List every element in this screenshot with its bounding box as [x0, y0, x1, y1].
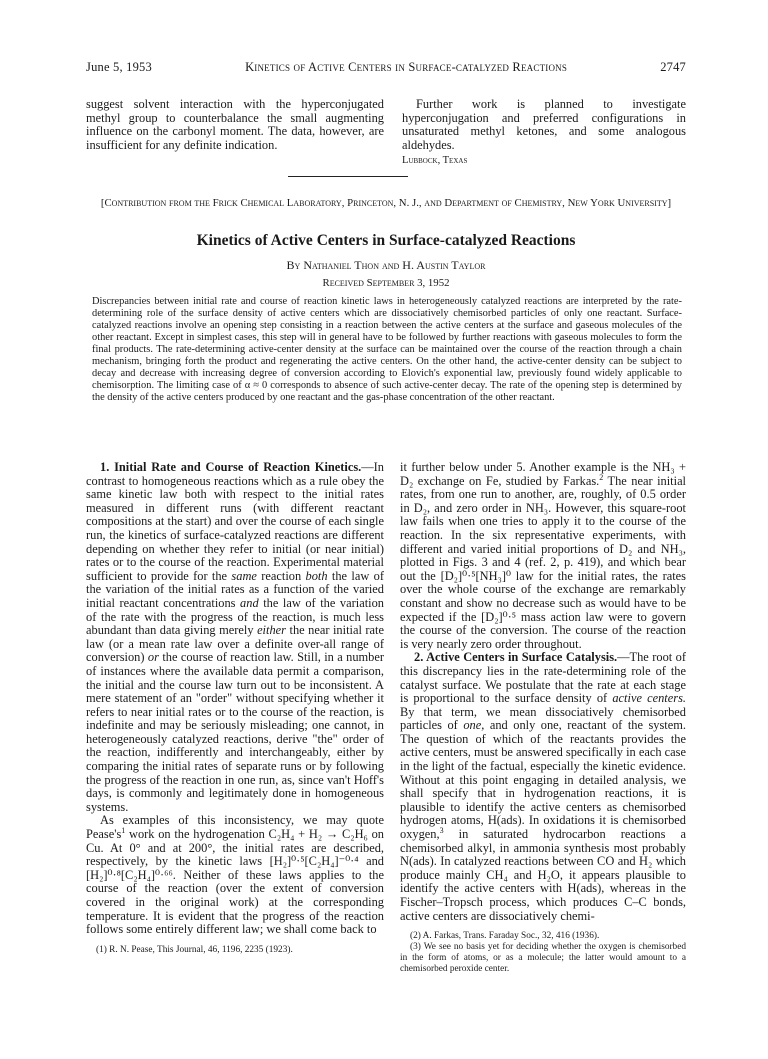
text-run: By that term, we mean dissociatively chemisorbed particles of: [400, 704, 686, 733]
footnote-2: (2) A. Farkas, Trans. Faraday Soc., 32, 416 (1936).: [410, 931, 600, 942]
body-right-column: [400, 461, 686, 975]
section-2-heading: 2. Active Centers in Surface Catalysis.: [414, 650, 618, 665]
emphasis: and: [240, 595, 259, 610]
body-left-column: [86, 461, 384, 956]
emphasis: active centers.: [612, 691, 686, 706]
text-run: —The root of this discrepancy lies in the rate-determining role of the catalyst surface. We postulate that the rate at each stage is proportional to the surface density of: [400, 650, 686, 706]
text-run: the near initial rate law (or a mean rate law over a definite over-all range of conversion): [86, 623, 384, 665]
emphasis: or: [147, 650, 159, 665]
header-page-number: 2747: [660, 60, 686, 74]
text-run: and only one, reactant of the system. The question of which of the reactants provides the active centers, must be answered specifically in each case in the light of the factual, especially the kinetic evidence. Without at this point engaging in detailed analysis, we shall specify that in hydrogenation reactions, it is plausible to identify the active centers as chemisorbed hydrogen atoms, H(ads). In oxidations it is chemisorbed oxygen,: [400, 718, 686, 842]
section-1-paragraph-1: [86, 461, 384, 814]
text-run: in saturated hydrocarbon reactions a chemisorbed alkyl, in ammonia synthesis most probably N(ads). In catalyzed reactions between CO and H₂ which produce mainly CH₄ and H₂O, it appears plausible to identify the active centers with H(ads), whereas in the Fischer–Tropsch process, which produces C–C bonds, active centers are dissociatively chemi-: [400, 827, 686, 923]
emphasis: either: [257, 623, 286, 638]
header-running-title: Kinetics of Active Centers in Surface-catalyzed Reactions: [245, 60, 568, 74]
section-1-heading: 1. Initial Rate and Course of Reaction Kinetics.: [100, 460, 362, 474]
emphasis: one,: [463, 718, 485, 733]
text-run: the law of the variation of the rate with the progress of the reaction, is much less abundant than data giving merely: [86, 595, 384, 638]
previous-article-left-column: [86, 98, 384, 152]
footnote-text: (1) R. N. Pease, This Journal, 46, 1196, 2235 (1923).: [96, 944, 293, 955]
footnote-ref: 2: [599, 472, 604, 482]
article-title: Kinetics of Active Centers in Surface-catalyzed Reactions: [196, 232, 576, 249]
previous-article-right-column: [402, 98, 686, 168]
affiliation: [Contribution from the Frick Chemical Laboratory, Princeton, N. J., and Department of Chemistry, New York University]: [100, 197, 672, 209]
header-date: June 5, 1953: [86, 60, 152, 74]
footnote-3: (3) We see no basis yet for deciding whether the oxygen is chemisorbed in the form of atoms, or as a molecule; the latter would amount to a chemisorbed peroxide center.: [400, 942, 686, 975]
article-authors: By Nathaniel Thon and H. Austin Taylor: [286, 258, 486, 272]
article-divider: [288, 176, 408, 177]
text-run: the course of reaction law. Still, in a number of instances where the available data permit a comparison, the initial and the course law turn out to be inconsistent. A mere statement of an "order" without specifying whether it refers to near initial rates or to the course of the reaction, is indefinite and may be seriously misleading; one cannot, in heterogeneously catalyzed reactions, derive "the" order of the reaction, indifferently and interchangeably, either by comparing the initial rates of separate runs or by following the progress of the reaction in one run, as, since van't Hoff's days, is commonly and legitimately done in homogeneous systems.: [86, 650, 384, 814]
received-date: Received September 3, 1952: [322, 277, 450, 289]
footnote-ref: 3: [439, 825, 444, 835]
emphasis: same: [231, 568, 257, 583]
footnote-1: [86, 945, 384, 956]
text-run: it further below under 5. Another example is the NH₃ + D₂ exchange on Fe, studied by Farkas.: [400, 460, 686, 488]
running-header: [86, 60, 686, 75]
footnote-ref: 1: [121, 825, 126, 835]
previous-article-text: suggest solvent interaction with the hyperconjugated methyl group to counterbalance the small augmenting influence on the carbonyl moment. The data, however, are insufficient for any definite indication.: [86, 97, 384, 152]
footnotes-right: [400, 931, 686, 975]
text-run: —In contrast to homogeneous reactions which as a rule obey the same kinetic law both with respect to the initial rates measured in different runs (with different reactant compositions at the start) and over the course of each single run, the kinetics of surface-catalyzed reactions are different depending on whether they refer to initial (or near initial) rates or to the course of the reaction. Experimental material sufficient to provide for the: [86, 460, 384, 583]
section-2-paragraph: [400, 651, 686, 923]
text-run: As examples of this inconsistency, we may quote Pease's: [86, 813, 384, 842]
previous-article-location: Lubbock, Texas: [402, 155, 468, 167]
section-1-continued: [400, 461, 686, 651]
text-run: reaction: [261, 568, 302, 583]
text-run: work on the hydrogenation C₂H₄ + H₂ → C₂H₆ on Cu. At 0° and at 200°, the initial rates are described, respectively, by the kinetic laws [H₂]⁰·⁵[C₂H₄]⁻⁰·⁴ and [H₂]⁰·⁸[C₂H₄]⁰·⁶⁶. Neither of these laws applies to the course of the reaction (over the extent of conversion covered in the original work) at the corresponding temperature. It is evident that the progress of the reaction follows some entirely different law; we shall come back to: [86, 827, 384, 937]
text-run: The near initial rates, from one run to another, are, roughly, of 0.5 order in D₂, and zero order in NH₃. However, this square-root law fails when one tries to apply it to the course of the reaction. In the six representative experiments, with different and varied initial proportions of D₂ and NH₃, plotted in Figs. 3 and 4 (ref. 2, p. 419), and which bear out the [D₂]⁰·⁵[NH₃]⁰ law for the initial rates, the rates over the whole course of the exchange are remarkably constant and show no decrease such as would have to be expected if the [D₂]⁰·⁵ mass action law were to govern the course of the conversion. The course of the reaction is very nearly zero order throughout.: [400, 473, 687, 651]
emphasis: both: [305, 568, 328, 583]
section-1-paragraph-2: [86, 814, 384, 936]
abstract: Discrepancies between initial rate and course of reaction kinetic laws in heterogeneously catalyzed reactions are interpreted by the rate-determining role of the surface density of active centers which are dissociatively chemisorbed particles of only one reactant. Surface-catalyzed reactions involve an opening step consisting in a reaction between the active centers at the surface and gaseous molecules of the other reactant. Except in simplest cases, this step will in general have to be followed by further reactions with gaseous molecules to form the final products. The rate-determining active-center density at the surface can be maintained over the course of the reaction through a chain mechanism, bringing forth the product and regenerating the active centers. On the other hand, the active-center density can be subject to decay and decrease with increasing degree of conversion according to Elovich's exponential law, previously found widely applicable to chemisorption. The limiting case of α ≈ 0 corresponds to absence of such active-center decay. The rate of the opening step is determined by the density of the active centers produced by one reactant and the gas-phase concentration of the other reactant.: [92, 296, 682, 403]
text-run: the law of the variation of the initial rates as a function of the varied initial reactant concentrations: [86, 568, 384, 610]
previous-article-conclusion: Further work is planned to investigate hyperconjugation and preferred configurations in unsaturated methyl ketones, and some analogous aldehydes.: [402, 97, 686, 152]
